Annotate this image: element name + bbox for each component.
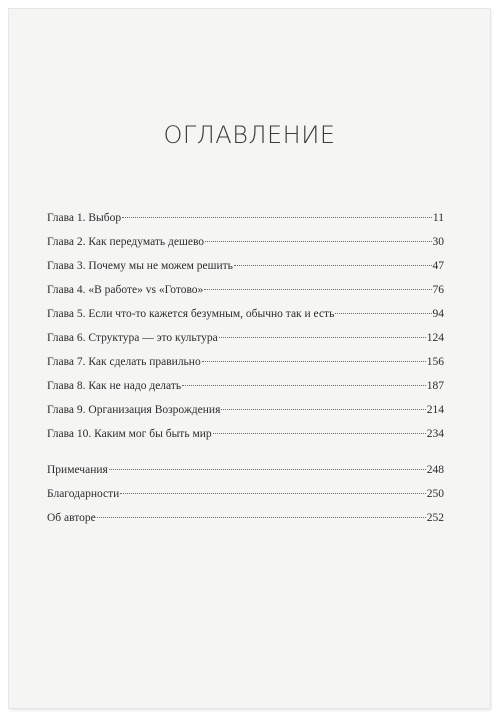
toc-entry-chapter-1 [47, 212, 444, 232]
toc-entry-page: 156 [426, 356, 444, 368]
toc-entry-page: 234 [426, 428, 444, 440]
toc-entry-chapter-8 [47, 380, 444, 400]
toc-entry-page: 11 [432, 212, 444, 224]
toc-entry-page: 30 [432, 236, 444, 248]
toc-entry-chapter-10 [47, 428, 444, 448]
toc-entry-page: 187 [426, 380, 444, 392]
dot-leader [221, 409, 425, 410]
dot-leader [205, 241, 431, 242]
toc-entry-chapter-3 [47, 260, 444, 280]
toc-entry-label: Глава 2. Как передумать дешево [47, 236, 205, 248]
toc-entry-chapter-4 [47, 284, 444, 304]
toc-entry-page: 124 [426, 332, 444, 344]
dot-leader [97, 517, 426, 518]
toc-entry-chapter-5 [47, 308, 444, 328]
toc-entry-about-author [47, 512, 444, 532]
toc-entry-label: Благодарности [47, 488, 120, 500]
dot-leader [219, 337, 426, 338]
toc-entry-chapter-7 [47, 356, 444, 376]
toc-entry-page: 248 [426, 464, 444, 476]
toc-entry-label: Примечания [47, 464, 108, 476]
toc-entry-label: Глава 10. Каким мог бы быть мир [47, 428, 212, 440]
toc-entry-label: Глава 9. Организация Возрождения [47, 404, 221, 416]
dot-leader [120, 493, 425, 494]
dot-leader [122, 217, 432, 218]
toc-entry-chapter-6 [47, 332, 444, 352]
toc-entry-page: 252 [426, 512, 444, 524]
toc-entry-label: Глава 7. Как сделать правильно [47, 356, 201, 368]
toc-entry-notes [47, 464, 444, 484]
dot-leader [335, 313, 431, 314]
toc-entry-chapter-9 [47, 404, 444, 424]
dot-leader [202, 361, 426, 362]
toc-entry-label: Глава 4. «В работе» vs «Готово» [47, 284, 204, 296]
toc-entry-page: 47 [432, 260, 444, 272]
book-page [9, 9, 490, 708]
dot-leader [182, 385, 426, 386]
dot-leader [109, 469, 426, 470]
toc-entry-label: Глава 5. Если что-то кажется безумным, обычно так и есть [47, 308, 335, 320]
toc-entry-chapter-2 [47, 236, 444, 256]
toc-entry-label: Об авторе [47, 512, 96, 524]
toc-entry-label: Глава 6. Структура — это культура [47, 332, 218, 344]
toc-entry-acknowledgements [47, 488, 444, 508]
toc-entry-page: 250 [426, 488, 444, 500]
dot-leader [204, 289, 431, 290]
toc-entry-label: Глава 8. Как не надо делать [47, 380, 182, 392]
toc-entry-label: Глава 1. Выбор [47, 212, 122, 224]
dot-leader [213, 433, 426, 434]
dot-leader [234, 265, 432, 266]
toc-entry-label: Глава 3. Почему мы не можем решить [47, 260, 233, 272]
toc-entry-page: 94 [432, 308, 444, 320]
page-title: ОГЛАВЛЕНИЕ [163, 121, 336, 149]
toc-entry-page: 214 [426, 404, 444, 416]
toc-entry-page: 76 [432, 284, 444, 296]
